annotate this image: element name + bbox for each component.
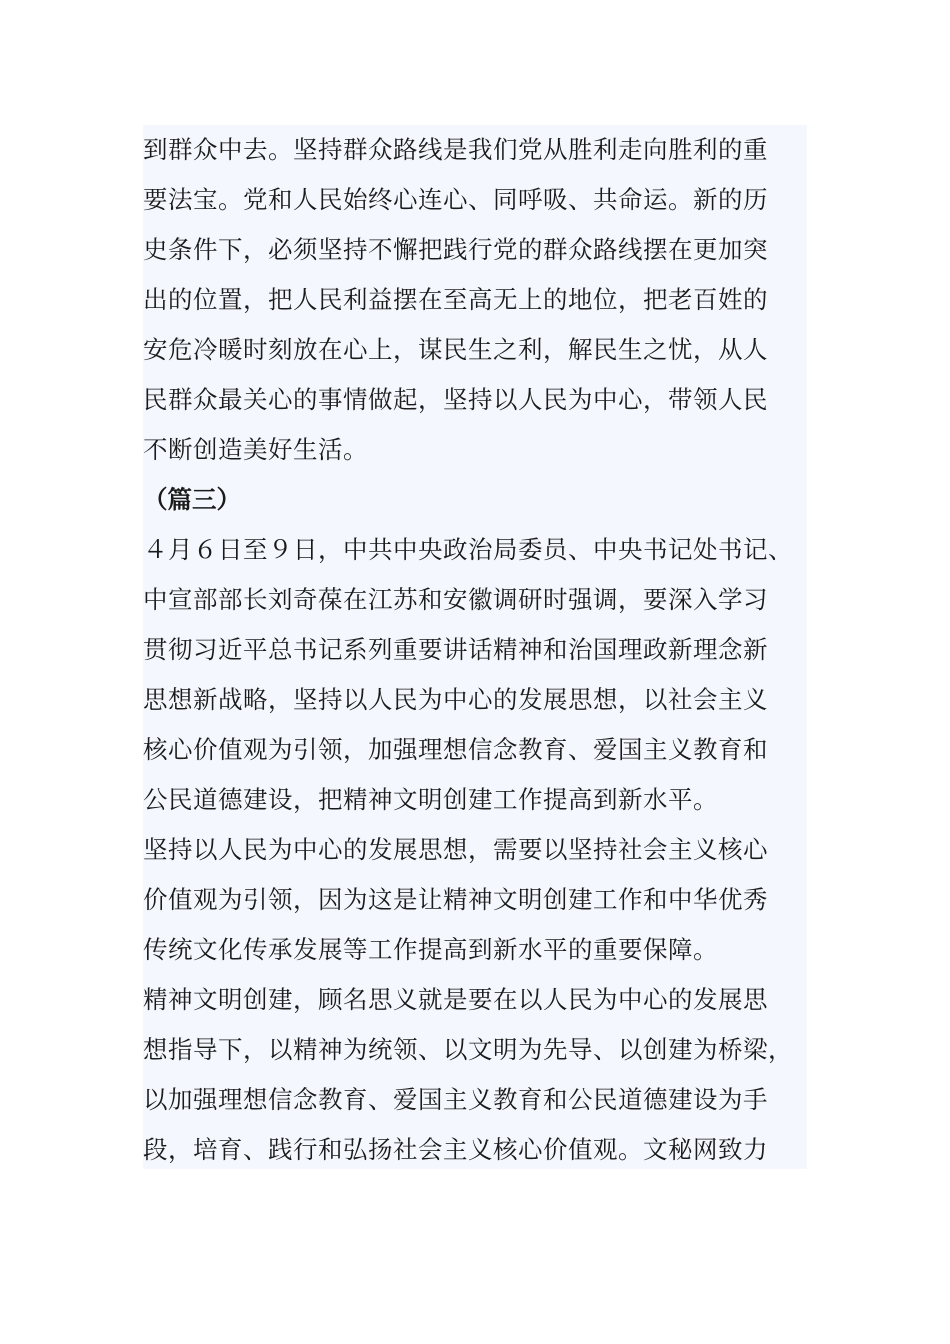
text-block xyxy=(143,125,807,1169)
text-line: 安危冷暖时刻放在心上，谋民生之利，解民生之忧，从人 xyxy=(143,335,768,364)
text-line: 史条件下，必须坚持不懈把践行党的群众路线摆在更加突 xyxy=(143,235,768,264)
paragraph-mass-line xyxy=(143,125,807,475)
paragraph-core-values xyxy=(143,825,807,975)
text-line: ４月６日至９日，中共中央政治局委员、中央书记处书记、 xyxy=(143,535,793,564)
text-line: 公民道德建设，把精神文明创建工作提高到新水平。 xyxy=(143,785,718,814)
text-line: 核心价值观为引领，加强理想信念教育、爱国主义教育和 xyxy=(143,735,768,764)
text-line: 贯彻习近平总书记系列重要讲话精神和治国理政新理念新 xyxy=(143,635,768,664)
heading-text: （篇三） xyxy=(143,485,241,514)
text-line: 思想新战略，坚持以人民为中心的发展思想，以社会主义 xyxy=(143,685,768,714)
text-line: 出的位置，把人民利益摆在至高无上的地位，把老百姓的 xyxy=(143,285,768,314)
text-line: 不断创造美好生活。 xyxy=(143,435,368,464)
text-line: 坚持以人民为中心的发展思想，需要以坚持社会主义核心 xyxy=(143,835,768,864)
text-line: 价值观为引领，因为这是让精神文明创建工作和中华优秀 xyxy=(143,885,768,914)
text-line: 到群众中去。坚持群众路线是我们党从胜利走向胜利的重 xyxy=(143,135,768,164)
section-heading xyxy=(143,475,807,525)
text-line: 要法宝。党和人民始终心连心、同呼吸、共命运。新的历 xyxy=(143,185,768,214)
text-line: 中宣部部长刘奇葆在江苏和安徽调研时强调，要深入学习 xyxy=(143,585,768,614)
paragraph-civilization xyxy=(143,975,807,1175)
text-line: 以加强理想信念教育、爱国主义教育和公民道德建设为手 xyxy=(143,1085,768,1114)
text-line: 民群众最关心的事情做起，坚持以人民为中心，带领人民 xyxy=(143,385,768,414)
text-line: 段，培育、践行和弘扬社会主义核心价值观。文秘网致力 xyxy=(143,1135,768,1164)
text-line: 想指导下，以精神为统领、以文明为先导、以创建为桥梁， xyxy=(143,1035,793,1064)
text-line: 精神文明创建，顾名思义就是要在以人民为中心的发展思 xyxy=(143,985,768,1014)
paragraph-research xyxy=(143,525,807,825)
text-line: 传统文化传承发展等工作提高到新水平的重要保障。 xyxy=(143,935,718,964)
